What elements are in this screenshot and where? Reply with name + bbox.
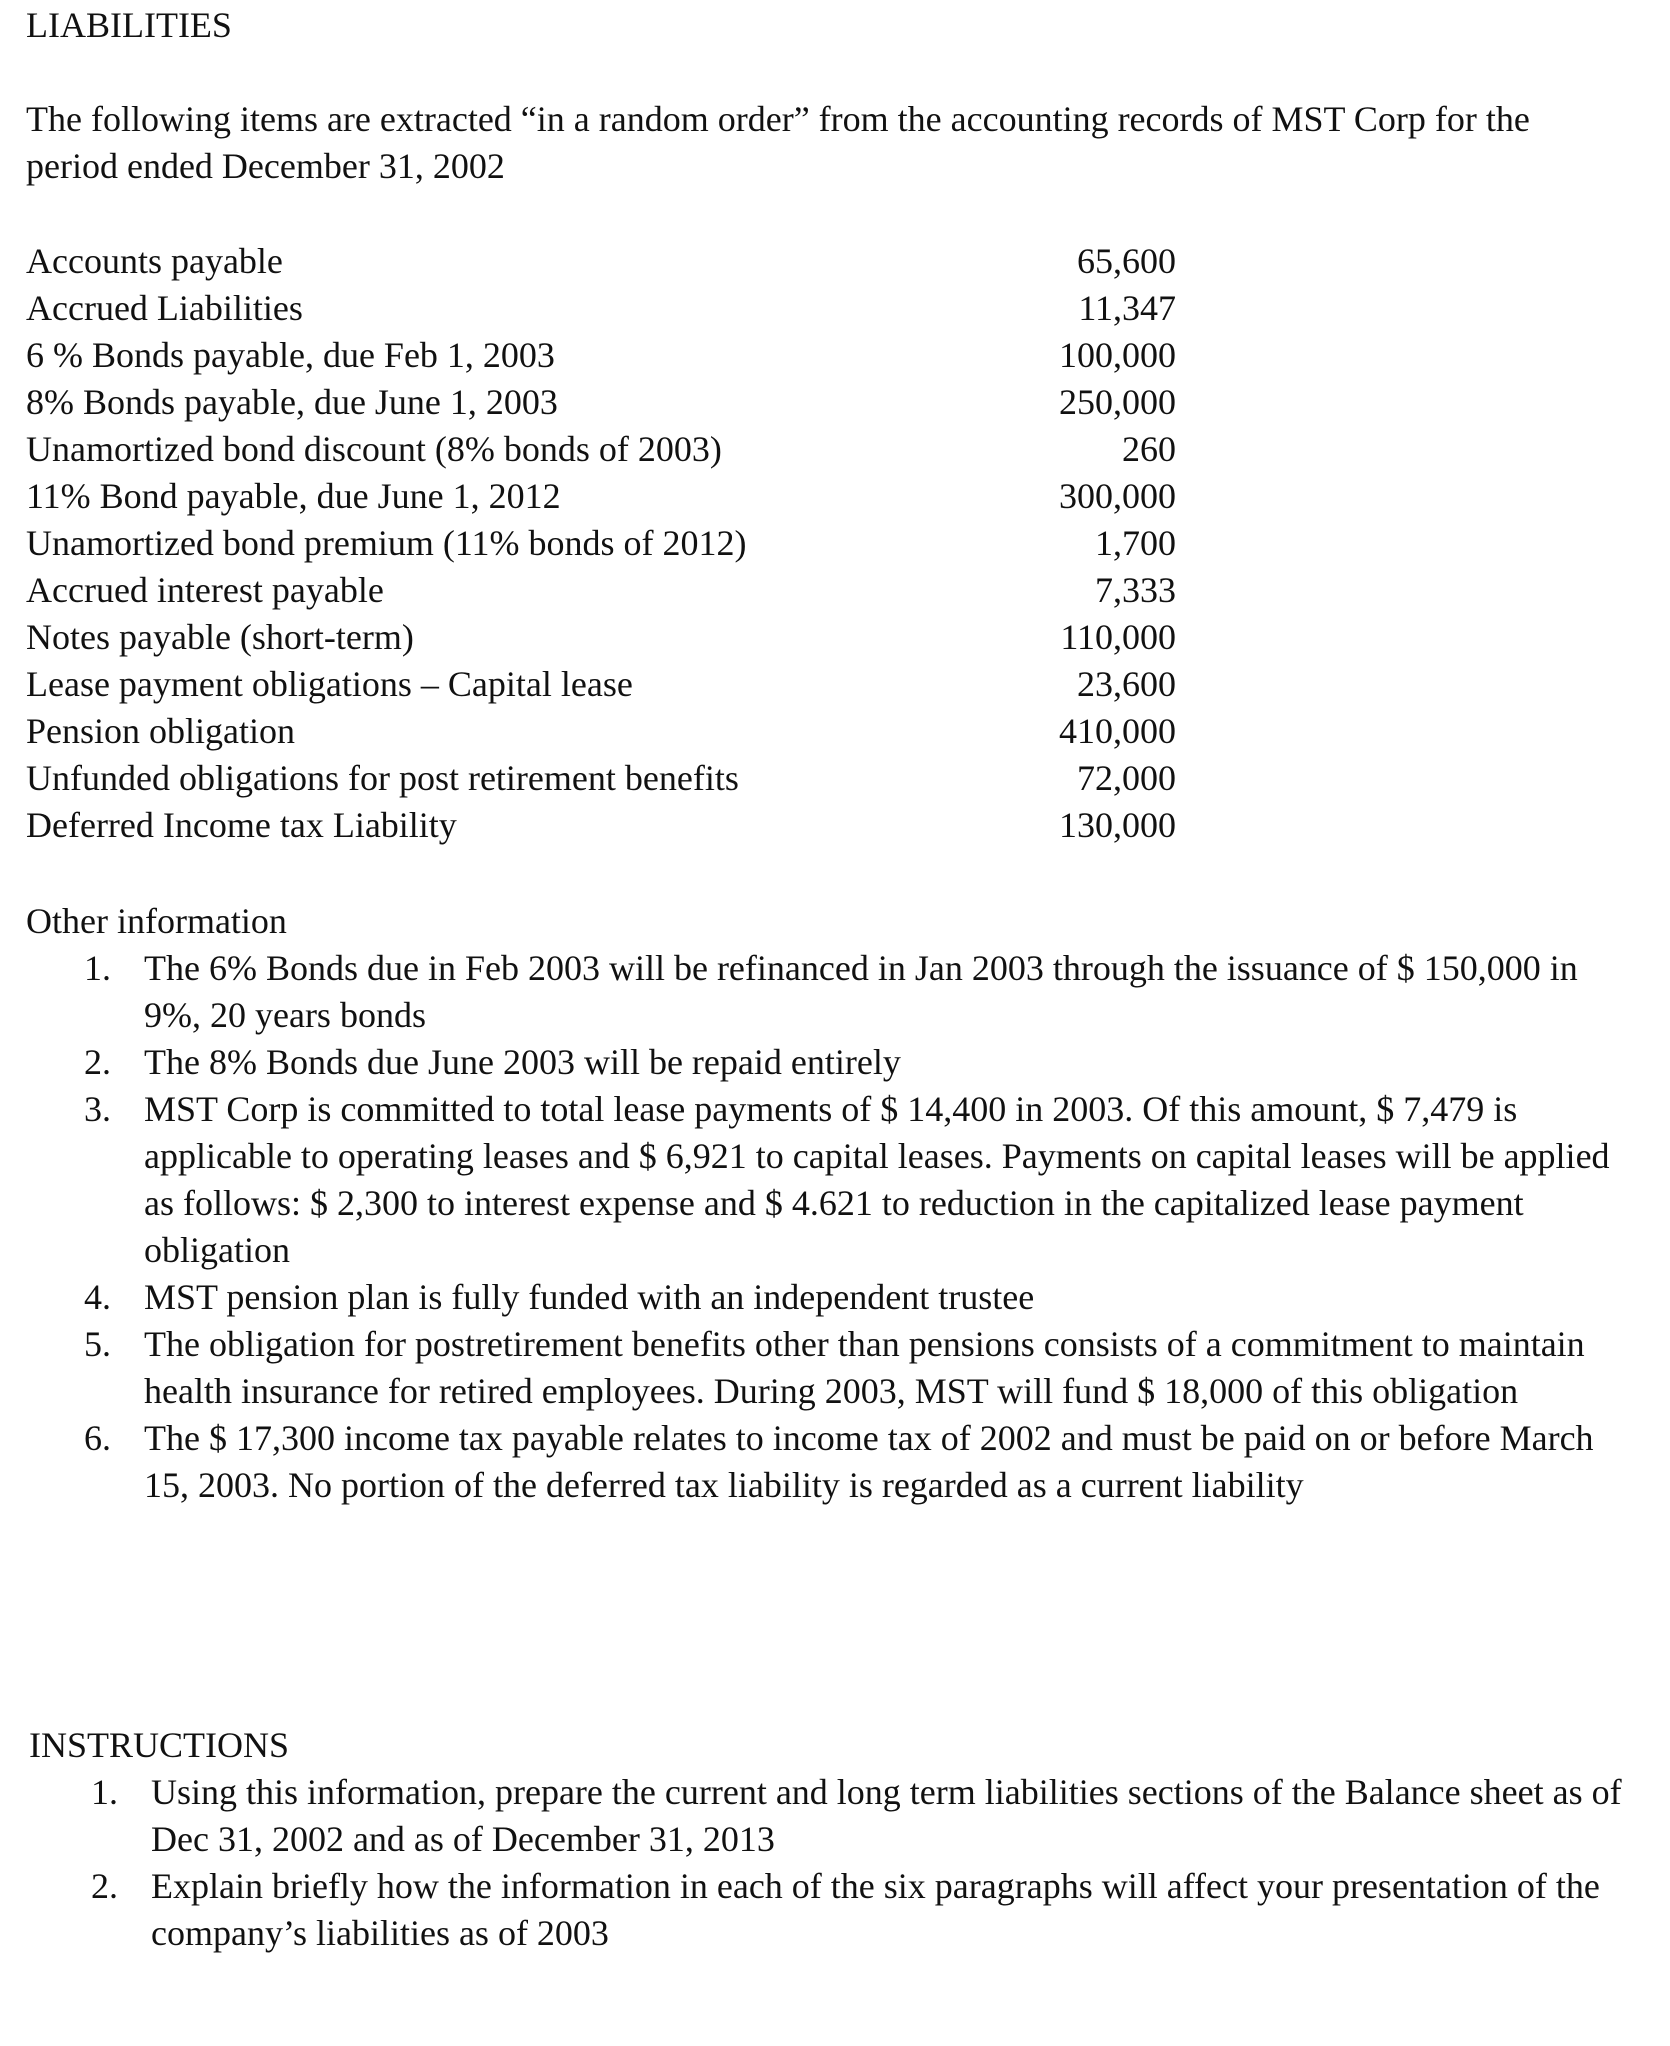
other-information-heading: Other information: [26, 901, 287, 941]
list-number: 1.: [91, 1772, 118, 1812]
liability-amount: 410,000: [1059, 711, 1176, 751]
list-number: 3.: [84, 1089, 111, 1129]
list-item: [26, 1274, 1626, 1321]
list-text: The $ 17,300 income tax payable relates to income tax of 2002 and must be paid on or before March 15, 2003. No portion of the deferred tax liability is regarded as a current liability: [144, 1418, 1594, 1505]
liability-label: Unfunded obligations for post retirement benefits: [26, 758, 739, 798]
liability-row: [26, 238, 1206, 285]
list-item: [29, 1769, 1629, 1863]
liability-amount: 260: [1122, 429, 1176, 469]
liability-label: Accounts payable: [26, 241, 283, 281]
liability-label: Deferred Income tax Liability: [26, 805, 457, 845]
liability-row: [26, 802, 1206, 849]
instructions-section: [29, 1722, 1629, 1957]
liabilities-list: [26, 238, 1206, 849]
liability-amount: 1,700: [1095, 523, 1176, 563]
liability-amount: 130,000: [1059, 805, 1176, 845]
liability-label: Unamortized bond premium (11% bonds of 2012): [26, 523, 747, 563]
list-item: [26, 1321, 1626, 1415]
list-item: [26, 1415, 1626, 1509]
liability-row: [26, 567, 1206, 614]
list-text: MST pension plan is fully funded with an independent trustee: [144, 1277, 1035, 1317]
list-number: 2.: [84, 1042, 111, 1082]
liability-row: [26, 473, 1206, 520]
liability-label: 6 % Bonds payable, due Feb 1, 2003: [26, 335, 555, 375]
liability-amount: 110,000: [1060, 617, 1176, 657]
list-number: 2.: [91, 1866, 118, 1906]
intro-paragraph: The following items are extracted “in a random order” from the accounting records of MST Corp for the period ended December 31, 2002: [26, 99, 1530, 186]
liability-amount: 11,347: [1078, 288, 1176, 328]
list-number: 5.: [84, 1324, 111, 1364]
liability-label: Accrued Liabilities: [26, 288, 303, 328]
liability-row: [26, 755, 1206, 802]
list-text: Explain briefly how the information in each of the six paragraphs will affect your presentation of the company’s liabilities as of 2003: [151, 1866, 1600, 1953]
list-text: Using this information, prepare the current and long term liabilities sections of the Balance sheet as of Dec 31, 2002 and as of December 31, 2013: [151, 1772, 1622, 1859]
list-number: 4.: [84, 1277, 111, 1317]
liability-label: Notes payable (short-term): [26, 617, 414, 657]
liability-row: [26, 661, 1206, 708]
liability-row: [26, 520, 1206, 567]
list-item: [26, 1039, 1626, 1086]
liability-amount: 7,333: [1095, 570, 1176, 610]
liability-amount: 100,000: [1059, 335, 1176, 375]
list-text: The obligation for postretirement benefits other than pensions consists of a commitment to maintain health insurance for retired employees. During 2003, MST will fund $ 18,000 of this obligation: [144, 1324, 1585, 1411]
list-item: [26, 1086, 1626, 1274]
liability-label: 8% Bonds payable, due June 1, 2003: [26, 382, 558, 422]
other-information-list: [26, 945, 1626, 1509]
other-information-section: [26, 898, 1626, 1509]
liability-label: Lease payment obligations – Capital lease: [26, 664, 633, 704]
liability-label: Pension obligation: [26, 711, 295, 751]
liability-amount: 300,000: [1059, 476, 1176, 516]
list-item: [29, 1863, 1629, 1957]
liability-row: [26, 285, 1206, 332]
liability-row: [26, 379, 1206, 426]
list-number: 6.: [84, 1418, 111, 1458]
liability-amount: 72,000: [1077, 758, 1176, 798]
liability-label: Accrued interest payable: [26, 570, 384, 610]
liability-row: [26, 426, 1206, 473]
liability-row: [26, 614, 1206, 661]
liability-row: [26, 708, 1206, 755]
list-text: The 6% Bonds due in Feb 2003 will be refinanced in Jan 2003 through the issuance of $ 150,000 in 9%, 20 years bonds: [144, 948, 1578, 1035]
instructions-heading: INSTRUCTIONS: [29, 1725, 290, 1765]
page-title: LIABILITIES: [26, 5, 232, 45]
instructions-list: [29, 1769, 1629, 1957]
list-text: MST Corp is committed to total lease payments of $ 14,400 in 2003. Of this amount, $ 7,479 is applicable to operating leases and $ 6,921 to capital leases. Payments on capital leases will be applied as follows: $ 2,300 to interest expense and $ 4.621 to reduction in the capitalized lease payment obligation: [144, 1089, 1610, 1270]
list-text: The 8% Bonds due June 2003 will be repaid entirely: [144, 1042, 901, 1082]
liability-amount: 23,600: [1077, 664, 1176, 704]
list-item: [26, 945, 1626, 1039]
list-number: 1.: [84, 948, 111, 988]
liability-label: Unamortized bond discount (8% bonds of 2003): [26, 429, 722, 469]
liability-row: [26, 332, 1206, 379]
liability-amount: 250,000: [1059, 382, 1176, 422]
liability-label: 11% Bond payable, due June 1, 2012: [26, 476, 561, 516]
liability-amount: 65,600: [1077, 241, 1176, 281]
